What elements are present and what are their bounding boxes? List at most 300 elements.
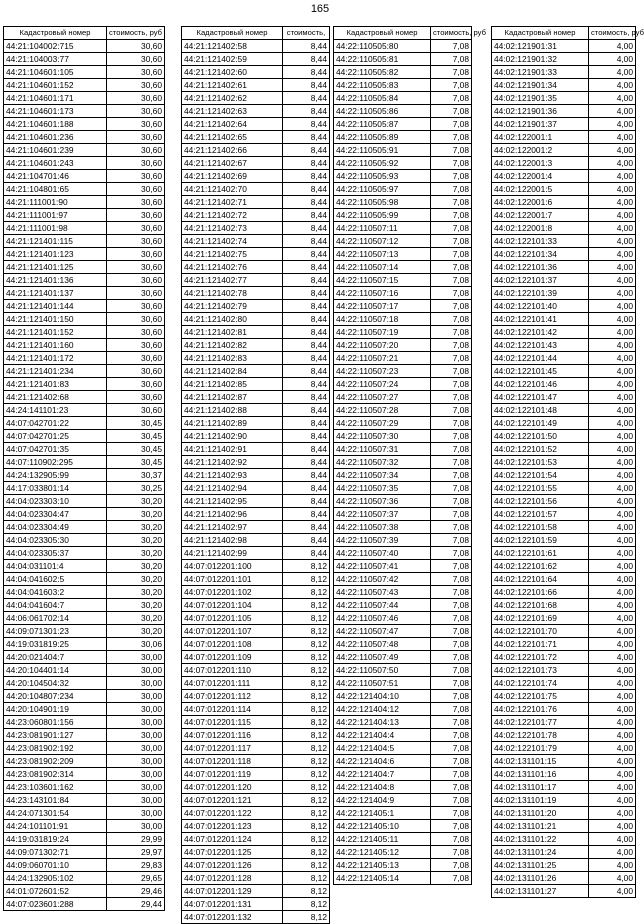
cost-value: 8,44 <box>283 261 330 274</box>
cadastral-number: 44:21:121402:70 <box>182 183 283 196</box>
cost-value: 7,08 <box>431 612 472 625</box>
cost-value: 30,60 <box>107 339 165 352</box>
table-row <box>4 274 165 287</box>
cost-value: 4,00 <box>589 625 636 638</box>
cadastral-number: 44:22:110507:13 <box>334 248 431 261</box>
cost-value: 8,44 <box>283 547 330 560</box>
cadastral-number: 44:07:012201:129 <box>182 885 283 898</box>
table-row <box>334 339 472 352</box>
cadastral-number: 44:21:121402:74 <box>182 235 283 248</box>
table-row <box>492 170 636 183</box>
table-row <box>492 131 636 144</box>
table-row <box>182 261 330 274</box>
cost-value: 8,44 <box>283 235 330 248</box>
cost-value: 7,08 <box>431 703 472 716</box>
cadastral-number: 44:07:012201:132 <box>182 911 283 924</box>
table-row <box>182 313 330 326</box>
cost-value: 7,08 <box>431 248 472 261</box>
cost-value: 7,08 <box>431 755 472 768</box>
cadastral-number: 44:02:122101:50 <box>492 430 589 443</box>
table-row <box>492 820 636 833</box>
table-row <box>334 66 472 79</box>
table-row <box>182 209 330 222</box>
cadastral-number: 44:22:110507:20 <box>334 339 431 352</box>
cadastral-number: 44:24:132905:99 <box>4 469 107 482</box>
table-row <box>492 560 636 573</box>
cadastral-number: 44:22:110507:24 <box>334 378 431 391</box>
cadastral-number: 44:21:121401:125 <box>4 261 107 274</box>
cadastral-number: 44:21:121402:82 <box>182 339 283 352</box>
cadastral-number: 44:02:131101:17 <box>492 781 589 794</box>
table-row <box>4 885 165 898</box>
cadastral-number: 44:21:121401:160 <box>4 339 107 352</box>
table-row <box>492 846 636 859</box>
header-cost: стоимость, руб <box>589 27 636 40</box>
table-row <box>492 261 636 274</box>
cadastral-number: 44:22:110507:42 <box>334 573 431 586</box>
cost-value: 4,00 <box>589 469 636 482</box>
cadastral-number: 44:22:110507:34 <box>334 469 431 482</box>
cost-value: 30,00 <box>107 742 165 755</box>
cadastral-number: 44:23:081902:192 <box>4 742 107 755</box>
cost-value: 4,00 <box>589 742 636 755</box>
cadastral-number: 44:24:101101:91 <box>4 820 107 833</box>
cost-value: 4,00 <box>589 92 636 105</box>
cost-value: 8,12 <box>283 781 330 794</box>
cadastral-number: 44:21:121402:63 <box>182 105 283 118</box>
cost-value: 8,44 <box>283 365 330 378</box>
table-row <box>334 664 472 677</box>
cost-value: 4,00 <box>589 313 636 326</box>
cost-value: 4,00 <box>589 651 636 664</box>
cost-value: 4,00 <box>589 261 636 274</box>
cost-value: 4,00 <box>589 599 636 612</box>
table-row <box>334 872 472 885</box>
cost-value: 7,08 <box>431 716 472 729</box>
cost-value: 30,25 <box>107 482 165 495</box>
cadastral-number: 44:04:023305:37 <box>4 547 107 560</box>
cadastral-number: 44:07:012201:109 <box>182 651 283 664</box>
cadastral-number: 44:22:110507:49 <box>334 651 431 664</box>
cadastral-number: 44:07:012201:110 <box>182 664 283 677</box>
table-row <box>182 768 330 781</box>
table-row <box>182 430 330 443</box>
table-row <box>182 352 330 365</box>
cost-value: 8,44 <box>283 339 330 352</box>
cost-value: 8,44 <box>283 391 330 404</box>
cost-value: 7,08 <box>431 508 472 521</box>
cost-value: 7,08 <box>431 339 472 352</box>
cost-value: 4,00 <box>589 417 636 430</box>
table-row <box>4 729 165 742</box>
cost-value: 7,08 <box>431 66 472 79</box>
table-row <box>4 157 165 170</box>
table-row <box>4 170 165 183</box>
cadastral-number: 44:02:122101:41 <box>492 313 589 326</box>
table-row <box>182 404 330 417</box>
cost-value: 7,08 <box>431 131 472 144</box>
table-row <box>334 40 472 53</box>
cost-value: 8,12 <box>283 716 330 729</box>
cadastral-number: 44:07:012201:126 <box>182 859 283 872</box>
cadastral-number: 44:22:110507:28 <box>334 404 431 417</box>
cost-value: 7,08 <box>431 378 472 391</box>
cost-value: 4,00 <box>589 183 636 196</box>
cadastral-number: 44:22:121404:8 <box>334 781 431 794</box>
table-row <box>182 287 330 300</box>
cost-value: 8,44 <box>283 248 330 261</box>
cadastral-number: 44:22:110507:12 <box>334 235 431 248</box>
cost-value: 30,60 <box>107 53 165 66</box>
cost-value: 7,08 <box>431 664 472 677</box>
cadastral-number: 44:21:121402:65 <box>182 131 283 144</box>
cadastral-number: 44:19:031819:25 <box>4 638 107 651</box>
cadastral-number: 44:21:111001:98 <box>4 222 107 235</box>
cost-value: 7,08 <box>431 261 472 274</box>
table-row <box>182 248 330 261</box>
table-row <box>182 456 330 469</box>
cadastral-number: 44:07:023601:288 <box>4 898 107 911</box>
cost-value: 4,00 <box>589 53 636 66</box>
cadastral-number: 44:22:110505:87 <box>334 118 431 131</box>
cost-value: 8,12 <box>283 599 330 612</box>
cost-value: 30,20 <box>107 495 165 508</box>
cost-value: 30,60 <box>107 40 165 53</box>
cadastral-number: 44:21:121402:61 <box>182 79 283 92</box>
cost-value: 7,08 <box>431 118 472 131</box>
cadastral-number: 44:07:012201:102 <box>182 586 283 599</box>
cost-value: 7,08 <box>431 690 472 703</box>
table-row <box>492 716 636 729</box>
table-row <box>182 651 330 664</box>
cadastral-number: 44:02:122001:8 <box>492 222 589 235</box>
cadastral-number: 44:07:110902:295 <box>4 456 107 469</box>
cadastral-number: 44:21:104601:105 <box>4 66 107 79</box>
table-row <box>182 859 330 872</box>
cadastral-number: 44:07:012201:104 <box>182 599 283 612</box>
table-row <box>182 794 330 807</box>
cadastral-number: 44:21:121402:83 <box>182 352 283 365</box>
cost-value: 30,45 <box>107 430 165 443</box>
cadastral-number: 44:02:122101:40 <box>492 300 589 313</box>
cost-value: 7,08 <box>431 833 472 846</box>
table-row <box>334 820 472 833</box>
cadastral-number: 44:02:131101:22 <box>492 833 589 846</box>
cost-value: 7,08 <box>431 768 472 781</box>
cost-value: 4,00 <box>589 534 636 547</box>
cadastral-number: 44:22:110505:84 <box>334 92 431 105</box>
cost-value: 7,08 <box>431 742 472 755</box>
cadastral-number: 44:02:122101:64 <box>492 573 589 586</box>
cost-value: 7,08 <box>431 196 472 209</box>
cost-value: 7,08 <box>431 300 472 313</box>
cost-value: 7,08 <box>431 105 472 118</box>
cost-value: 29,46 <box>107 885 165 898</box>
cadastral-number: 44:21:121402:81 <box>182 326 283 339</box>
table-row <box>4 79 165 92</box>
table-row <box>334 469 472 482</box>
table-row <box>4 755 165 768</box>
cost-value: 30,06 <box>107 638 165 651</box>
table-row <box>334 534 472 547</box>
cost-value: 30,00 <box>107 729 165 742</box>
cost-value: 7,08 <box>431 443 472 456</box>
cadastral-number: 44:22:110507:48 <box>334 638 431 651</box>
cadastral-number: 44:02:122101:49 <box>492 417 589 430</box>
cadastral-number: 44:21:121401:234 <box>4 365 107 378</box>
cadastral-number: 44:02:122001:2 <box>492 144 589 157</box>
cadastral-number: 44:21:104002:715 <box>4 40 107 53</box>
table-row <box>4 781 165 794</box>
table-row <box>334 118 472 131</box>
table-row <box>4 859 165 872</box>
cadastral-number: 44:02:121901:33 <box>492 66 589 79</box>
cost-value: 8,12 <box>283 729 330 742</box>
cost-value: 4,00 <box>589 807 636 820</box>
cost-value: 7,08 <box>431 729 472 742</box>
table-row <box>4 365 165 378</box>
cost-value: 30,20 <box>107 599 165 612</box>
cost-value: 4,00 <box>589 586 636 599</box>
cadastral-number: 44:21:121402:79 <box>182 300 283 313</box>
table-row <box>492 157 636 170</box>
table-row <box>182 703 330 716</box>
cost-value: 8,44 <box>283 53 330 66</box>
table-row <box>492 209 636 222</box>
cadastral-number: 44:21:104601:171 <box>4 92 107 105</box>
cost-value: 8,44 <box>283 534 330 547</box>
cost-value: 30,60 <box>107 248 165 261</box>
cost-value: 30,60 <box>107 183 165 196</box>
table-row <box>4 391 165 404</box>
table-row <box>492 651 636 664</box>
cadastral-number: 44:22:110507:17 <box>334 300 431 313</box>
table-row <box>182 625 330 638</box>
cadastral-number: 44:22:110507:38 <box>334 521 431 534</box>
table-row <box>4 443 165 456</box>
header-cost: стоимость, руб <box>431 27 472 40</box>
table-row <box>492 274 636 287</box>
cadastral-number: 44:02:122001:7 <box>492 209 589 222</box>
cadastral-number: 44:02:122101:39 <box>492 287 589 300</box>
table-row <box>334 638 472 651</box>
cadastral-number: 44:22:110507:32 <box>334 456 431 469</box>
table-row <box>334 209 472 222</box>
cadastral-number: 44:22:110505:93 <box>334 170 431 183</box>
cost-value: 8,44 <box>283 313 330 326</box>
table-row <box>182 846 330 859</box>
table-row <box>4 40 165 53</box>
cadastral-number: 44:22:110505:81 <box>334 53 431 66</box>
cadastral-number: 44:02:122101:47 <box>492 391 589 404</box>
table-row <box>334 170 472 183</box>
cadastral-number: 44:21:121402:58 <box>182 40 283 53</box>
cost-value: 8,44 <box>283 287 330 300</box>
table-row <box>334 482 472 495</box>
table-row <box>492 300 636 313</box>
cost-value: 30,00 <box>107 781 165 794</box>
table-row <box>334 287 472 300</box>
cost-value: 7,08 <box>431 534 472 547</box>
cost-value: 7,08 <box>431 313 472 326</box>
cadastral-number: 44:20:104401:14 <box>4 664 107 677</box>
cadastral-number: 44:21:121402:95 <box>182 495 283 508</box>
cost-value: 4,00 <box>589 222 636 235</box>
cost-value: 7,08 <box>431 417 472 430</box>
cost-value: 4,00 <box>589 430 636 443</box>
cadastral-number: 44:21:111001:90 <box>4 196 107 209</box>
cost-value: 30,60 <box>107 196 165 209</box>
table-row <box>4 794 165 807</box>
table-row <box>4 625 165 638</box>
table-row <box>334 625 472 638</box>
cadastral-number: 44:22:110507:39 <box>334 534 431 547</box>
table-row <box>492 417 636 430</box>
cadastral-number: 44:21:121402:97 <box>182 521 283 534</box>
table-row <box>334 183 472 196</box>
cadastral-number: 44:06:061702:14 <box>4 612 107 625</box>
cost-value: 30,45 <box>107 417 165 430</box>
cost-value: 8,44 <box>283 105 330 118</box>
cadastral-number: 44:21:121402:78 <box>182 287 283 300</box>
table-row <box>334 417 472 430</box>
table-row <box>4 131 165 144</box>
cost-value: 4,00 <box>589 833 636 846</box>
cadastral-number: 44:21:121402:89 <box>182 417 283 430</box>
table-row <box>4 326 165 339</box>
cost-value: 8,44 <box>283 300 330 313</box>
table-row <box>334 300 472 313</box>
cost-value: 4,00 <box>589 339 636 352</box>
table-row <box>182 157 330 170</box>
cadastral-number: 44:07:012201:124 <box>182 833 283 846</box>
header-number: Кадастровый номер <box>4 27 107 40</box>
cost-value: 30,00 <box>107 690 165 703</box>
table-row <box>182 443 330 456</box>
cost-value: 8,44 <box>283 482 330 495</box>
cadastral-number: 44:21:121401:144 <box>4 300 107 313</box>
table-row <box>334 612 472 625</box>
table-row <box>492 742 636 755</box>
table-row <box>334 404 472 417</box>
table-row <box>492 40 636 53</box>
cadastral-number: 44:22:110507:21 <box>334 352 431 365</box>
cadastral-number: 44:21:104601:188 <box>4 118 107 131</box>
table-row <box>334 235 472 248</box>
cost-value: 8,12 <box>283 703 330 716</box>
cadastral-number: 44:21:121402:80 <box>182 313 283 326</box>
table-row <box>4 677 165 690</box>
cost-value: 7,08 <box>431 807 472 820</box>
table-row <box>492 690 636 703</box>
cadastral-number: 44:07:012201:120 <box>182 781 283 794</box>
cost-value: 8,12 <box>283 638 330 651</box>
cadastral-number: 44:02:121901:32 <box>492 53 589 66</box>
cadastral-number: 44:22:110507:50 <box>334 664 431 677</box>
cadastral-number: 44:21:121402:66 <box>182 144 283 157</box>
cost-value: 4,00 <box>589 482 636 495</box>
table-row <box>4 53 165 66</box>
cost-value: 8,12 <box>283 846 330 859</box>
cost-value: 8,12 <box>283 677 330 690</box>
table-row <box>4 222 165 235</box>
cadastral-number: 44:07:012201:114 <box>182 703 283 716</box>
cadastral-number: 44:02:122101:78 <box>492 729 589 742</box>
cost-value: 8,44 <box>283 196 330 209</box>
cost-value: 4,00 <box>589 820 636 833</box>
table-row <box>182 326 330 339</box>
cost-value: 8,12 <box>283 794 330 807</box>
cadastral-number: 44:07:012201:125 <box>182 846 283 859</box>
table-row <box>4 742 165 755</box>
cadastral-number: 44:20:104901:19 <box>4 703 107 716</box>
cadastral-number: 44:22:121404:10 <box>334 690 431 703</box>
table-row <box>334 352 472 365</box>
cost-value: 30,00 <box>107 807 165 820</box>
cost-value: 4,00 <box>589 508 636 521</box>
cost-value: 7,08 <box>431 456 472 469</box>
cost-value: 4,00 <box>589 547 636 560</box>
table-row <box>334 573 472 586</box>
cost-value: 7,08 <box>431 352 472 365</box>
table-row <box>4 807 165 820</box>
cost-value: 4,00 <box>589 495 636 508</box>
cost-value: 4,00 <box>589 612 636 625</box>
table-row <box>334 222 472 235</box>
cadastral-number: 44:24:141101:23 <box>4 404 107 417</box>
cadastral-number: 44:02:131101:26 <box>492 872 589 885</box>
cadastral-number: 44:21:121402:59 <box>182 53 283 66</box>
cost-value: 7,08 <box>431 560 472 573</box>
cost-value: 30,20 <box>107 625 165 638</box>
table-row <box>4 573 165 586</box>
cost-value: 7,08 <box>431 170 472 183</box>
table-row <box>492 508 636 521</box>
cadastral-number: 44:02:122001:3 <box>492 157 589 170</box>
table-row <box>492 313 636 326</box>
table-row <box>182 417 330 430</box>
cadastral-number: 44:02:122101:79 <box>492 742 589 755</box>
table-row <box>334 729 472 742</box>
cadastral-number: 44:02:122101:73 <box>492 664 589 677</box>
table-row <box>492 768 636 781</box>
table-row <box>492 482 636 495</box>
table-row <box>4 456 165 469</box>
cost-value: 7,08 <box>431 157 472 170</box>
cadastral-number: 44:21:121402:72 <box>182 209 283 222</box>
table-row <box>182 781 330 794</box>
cadastral-number: 44:02:122101:48 <box>492 404 589 417</box>
table-row <box>4 560 165 573</box>
cadastral-number: 44:21:121401:152 <box>4 326 107 339</box>
cost-value: 7,08 <box>431 521 472 534</box>
cost-value: 30,60 <box>107 105 165 118</box>
table-row <box>492 222 636 235</box>
table-row <box>4 235 165 248</box>
table-row <box>492 521 636 534</box>
cost-value: 7,08 <box>431 391 472 404</box>
table-row <box>492 443 636 456</box>
cadastral-number: 44:21:121402:92 <box>182 456 283 469</box>
cadastral-number: 44:01:072601:52 <box>4 885 107 898</box>
cost-value: 8,12 <box>283 625 330 638</box>
table-row <box>182 183 330 196</box>
cadastral-number: 44:07:012201:119 <box>182 768 283 781</box>
cost-value: 30,60 <box>107 365 165 378</box>
cadastral-number: 44:04:031101:4 <box>4 560 107 573</box>
cadastral-number: 44:22:121404:6 <box>334 755 431 768</box>
table-row <box>334 261 472 274</box>
